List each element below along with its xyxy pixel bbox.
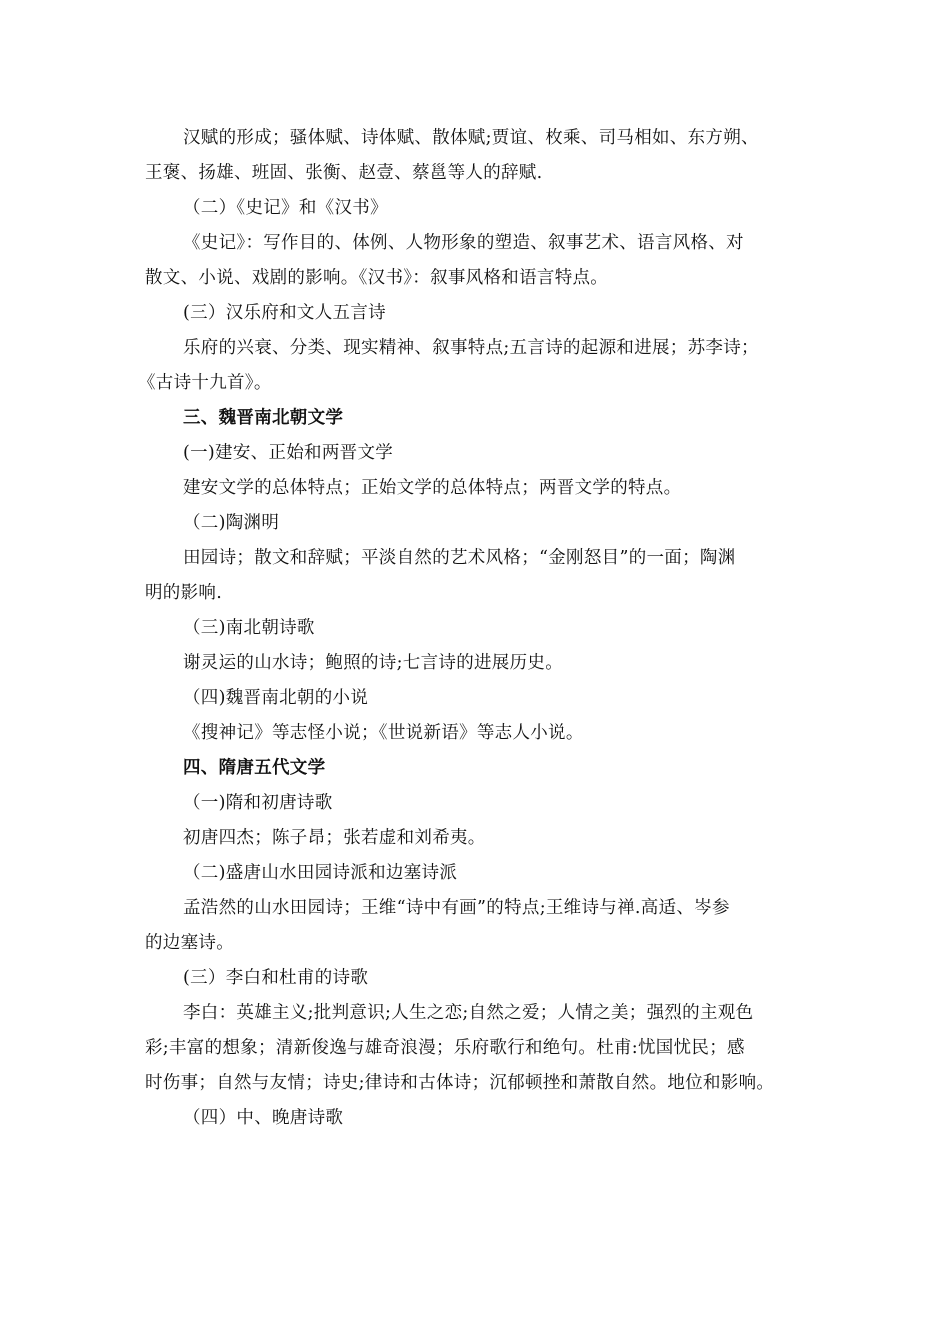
text-line: 王褒、扬雄、班固、张衡、赵壹、蔡邕等人的辞赋. [145, 163, 543, 183]
section-subheading: （四)魏晋南北朝的小说 [183, 688, 369, 708]
section-subheading: （一)隋和初唐诗歌 [183, 793, 333, 813]
section-subheading: （四）中、晚唐诗歌 [183, 1108, 344, 1128]
section-heading: 四、隋唐五代文学 [183, 758, 326, 778]
text-line: 时伤事；自然与友情；诗史;律诗和古体诗；沉郁顿挫和萧散自然。地位和影响。 [145, 1073, 775, 1093]
text-line: 彩;丰富的想象；清新俊逸与雄奇浪漫；乐府歌行和绝句。杜甫:忧国忧民；感 [145, 1038, 745, 1058]
text-line: 《搜神记》等志怪小说；《世说新语》等志人小说。 [183, 723, 584, 743]
section-subheading: (三）汉乐府和文人五言诗 [183, 303, 386, 323]
section-subheading: （二)陶渊明 [183, 513, 280, 533]
text-line: 《史记》：写作目的、体例、人物形象的塑造、叙事艺术、语言风格、对 [183, 233, 744, 253]
text-line: 谢灵运的山水诗；鲍照的诗;七言诗的进展历史。 [183, 653, 563, 673]
section-heading: 三、魏晋南北朝文学 [183, 408, 344, 428]
text-line: 李白：英雄主义;批判意识;人生之恋;自然之爱；人情之美；强烈的主观色 [183, 1003, 754, 1023]
section-subheading: (一)建安、正始和两晋文学 [183, 443, 394, 463]
text-line: 孟浩然的山水田园诗；王维“诗中有画”的特点;王维诗与禅.高适、岑参 [183, 898, 730, 918]
text-line: 《古诗十九首》。 [138, 373, 272, 393]
text-line: 散文、小说、戏剧的影响。《汉书》：叙事风格和语言特点。 [145, 268, 609, 288]
text-line: 田园诗；散文和辞赋；平淡自然的艺术风格；“金刚怒目”的一面；陶渊 [183, 548, 736, 568]
text-line: 的边塞诗。 [145, 933, 234, 953]
text-line: 乐府的兴衰、分类、现实精神、叙事特点;五言诗的起源和进展；苏李诗； [183, 338, 759, 358]
text-line: 建安文学的总体特点；正始文学的总体特点；两晋文学的特点。 [183, 478, 682, 498]
text-line: 汉赋的形成；骚体赋、诗体赋、散体赋;贾谊、枚乘、司马相如、东方朔、 [183, 128, 759, 148]
text-line: 初唐四杰；陈子昂；张若虚和刘希夷。 [183, 828, 486, 848]
section-subheading: （二）《史记》和《汉书》 [183, 198, 388, 218]
text-line: 明的影响. [145, 583, 223, 603]
section-subheading: （二)盛唐山水田园诗派和边塞诗派 [183, 863, 458, 883]
section-subheading: (三）李白和杜甫的诗歌 [183, 968, 369, 988]
section-subheading: （三)南北朝诗歌 [183, 618, 315, 638]
